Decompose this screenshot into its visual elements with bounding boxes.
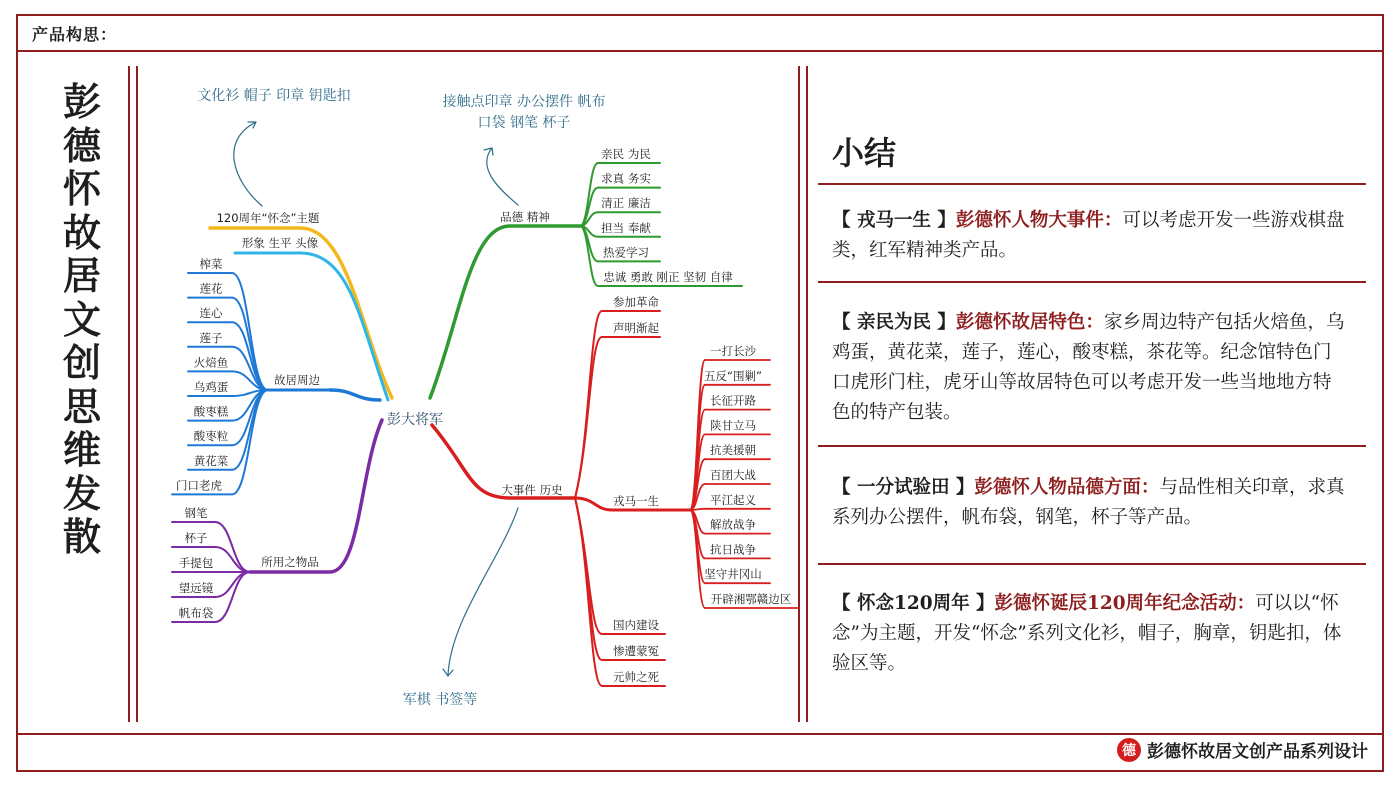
- card-bracket-open: 【: [832, 593, 857, 614]
- node-surroundings-item: 莲花: [199, 281, 223, 296]
- summary-separator-4: [818, 563, 1366, 565]
- card-bracket-close: 】: [930, 210, 956, 231]
- mindmap-center: 彭大将军: [387, 412, 443, 428]
- side-title-char: 散: [62, 514, 101, 559]
- node-military: 戎马一生: [613, 494, 659, 508]
- side-title-char: 居: [62, 253, 101, 298]
- card-tag: 一分试验田: [856, 477, 950, 498]
- card-emphasis: 彭德怀诞辰120周年纪念活动：: [994, 593, 1256, 614]
- node-belongings-item: 钢笔: [184, 506, 208, 520]
- node-military-item: 百团大战: [710, 468, 756, 482]
- summary-separator-3: [818, 445, 1366, 447]
- card-tag: 亲民为民: [856, 312, 931, 333]
- node-character-item: 热爱学习: [603, 245, 649, 260]
- link-military-item: [690, 385, 705, 510]
- card-bracket-open: 【: [832, 312, 857, 333]
- node-military-item: 抗日战争: [710, 542, 756, 557]
- card-emphasis: 彭德怀人物大事件：: [955, 210, 1123, 231]
- node-image: 形象 生平 头像: [241, 236, 319, 250]
- node-character-item: 忠诚 勇敢 刚正 坚韧 自律: [603, 270, 733, 284]
- node-belongings-item: 帆布袋: [178, 606, 214, 620]
- node-character-item: 担当 奉献: [601, 220, 651, 235]
- side-title-char: 怀: [62, 166, 101, 211]
- annotation-top-right-1: 接触点印章 办公摆件 帆布: [442, 94, 606, 110]
- side-title-char: 创: [62, 340, 101, 385]
- link-history-early: [575, 337, 660, 498]
- node-military-item: 长征开路: [710, 393, 756, 408]
- side-title-char: 思: [62, 383, 101, 429]
- footer-text: 彭德怀故居文创产品系列设计: [1147, 742, 1368, 762]
- link-belongings-item: [215, 572, 250, 597]
- card-body: 家乡周边特产包括火焙鱼，乌鸡蛋，黄花菜，莲子，莲心，酸枣糕，茶花等。纪念馆特色门口虎形门柱，虎牙山等故居特色可以考虑开发一些当地地方特色的特产包装。: [832, 312, 1345, 423]
- node-belongings-item: 望远镜: [178, 581, 214, 595]
- card-bracket-close: 】: [949, 477, 975, 498]
- summary-card-character: [832, 473, 1347, 533]
- node-history-early: 参加革命: [613, 295, 659, 309]
- link-character-item: [580, 163, 598, 226]
- node-military-item: 抗美援朝: [710, 443, 756, 458]
- node-surroundings-item: 乌鸡蛋: [193, 380, 229, 394]
- node-character-item: 清正 廉洁: [601, 196, 651, 211]
- annotation-arrow-top-right: [487, 148, 518, 205]
- card-bracket-open: 【: [832, 210, 857, 231]
- node-surroundings: 故居周边: [274, 373, 320, 387]
- summary-title: 小结: [832, 134, 897, 172]
- branch-character: [430, 226, 580, 398]
- side-title-char: 德: [62, 122, 101, 168]
- side-title-char: 维: [62, 427, 101, 472]
- node-military-item: 陕甘立马: [710, 418, 756, 433]
- node-military-item: 解放战争: [710, 517, 756, 532]
- link-surroundings-item: [232, 298, 268, 390]
- annotation-bottom: 军棋 书签等: [402, 692, 478, 708]
- card-tag: 戎马一生: [856, 210, 931, 231]
- summary-card-hometown: [832, 308, 1347, 428]
- branch-belongings: [250, 420, 382, 572]
- card-body: 与品性相关印章，求真系列办公摆件，帆布袋，钢笔，杯子等产品。: [832, 477, 1345, 528]
- link-military-item: [690, 510, 705, 608]
- card-body: 可以考虑开发一些游戏棋盘类，红军精神类产品。: [832, 210, 1345, 261]
- annotation-arrow-bottom: [448, 508, 518, 676]
- node-military-item: 开辟湘鄂赣边区: [710, 592, 792, 606]
- node-belongings: 所用之物品: [261, 555, 319, 569]
- card-body: 可以以“怀念”为主题，开发“怀念”系列文化衫，帽子，胸章，钥匙扣，体验区等。: [832, 593, 1342, 674]
- node-character: 品德 精神: [500, 210, 550, 224]
- node-surroundings-item: 连心: [199, 306, 223, 321]
- node-character-item: 亲民 为民: [601, 147, 651, 161]
- node-belongings-item: 手提包: [178, 556, 214, 570]
- card-tag: 怀念120周年: [856, 593, 970, 614]
- node-surroundings-item: 榨菜: [199, 257, 223, 271]
- summary-separator-1: [818, 183, 1366, 185]
- side-title-char: 发: [62, 470, 101, 516]
- annotation-arrow-top-left: [234, 122, 262, 206]
- node-military-item: 坚守井冈山: [704, 567, 762, 582]
- annotation-top-right-2: 口袋 钢笔 杯子: [477, 115, 571, 131]
- header-label: 产品构思：: [32, 25, 118, 44]
- side-title-char: 彭: [62, 79, 101, 124]
- node-history-late: 惨遭蒙冤: [613, 644, 659, 658]
- summary-card-military: [832, 206, 1347, 266]
- node-surroundings-item: 莲子: [199, 330, 223, 345]
- side-title-char: 文: [62, 296, 101, 342]
- card-bracket-open: 【: [832, 477, 857, 498]
- node-military-item: 平江起义: [710, 492, 756, 507]
- card-emphasis: 彭德怀人物品德方面：: [974, 477, 1160, 498]
- node-surroundings-item: 黄花菜: [193, 453, 229, 468]
- footer: [1117, 737, 1368, 762]
- link-character-item: [580, 226, 598, 286]
- link-belongings-item: [215, 547, 250, 572]
- node-anniversary: 120周年“怀念”主题: [216, 211, 320, 225]
- node-belongings-item: 杯子: [184, 531, 208, 545]
- node-surroundings-item: 门口老虎: [176, 478, 222, 493]
- card-emphasis: 彭德怀故居特色：: [955, 312, 1104, 333]
- side-title-char: 故: [62, 209, 101, 255]
- node-character-item: 求真 务实: [601, 171, 651, 186]
- node-military-item: 一打长沙: [710, 344, 756, 358]
- summary-separator-2: [818, 281, 1366, 283]
- branch-surroundings: [330, 390, 380, 400]
- node-surroundings-item: 酸枣粒: [193, 429, 229, 444]
- logo-badge: 德: [1117, 738, 1141, 762]
- card-bracket-close: 】: [969, 593, 995, 614]
- node-history-early: 声明渐起: [613, 321, 659, 335]
- annotation-top-left: 文化衫 帽子 印章 钥匙扣: [197, 88, 351, 104]
- node-history-late: 国内建设: [613, 618, 659, 632]
- card-bracket-close: 】: [930, 312, 956, 333]
- summary-card-anniversary: [832, 589, 1347, 679]
- link-surroundings-item: [232, 390, 268, 470]
- node-history-late: 元帅之死: [613, 670, 659, 684]
- node-surroundings-item: 酸枣糕: [193, 404, 229, 419]
- node-surroundings-item: 火焙鱼: [193, 355, 229, 370]
- node-history: 大事件 历史: [501, 483, 563, 497]
- node-military-item: 五反“围剿”: [704, 368, 762, 383]
